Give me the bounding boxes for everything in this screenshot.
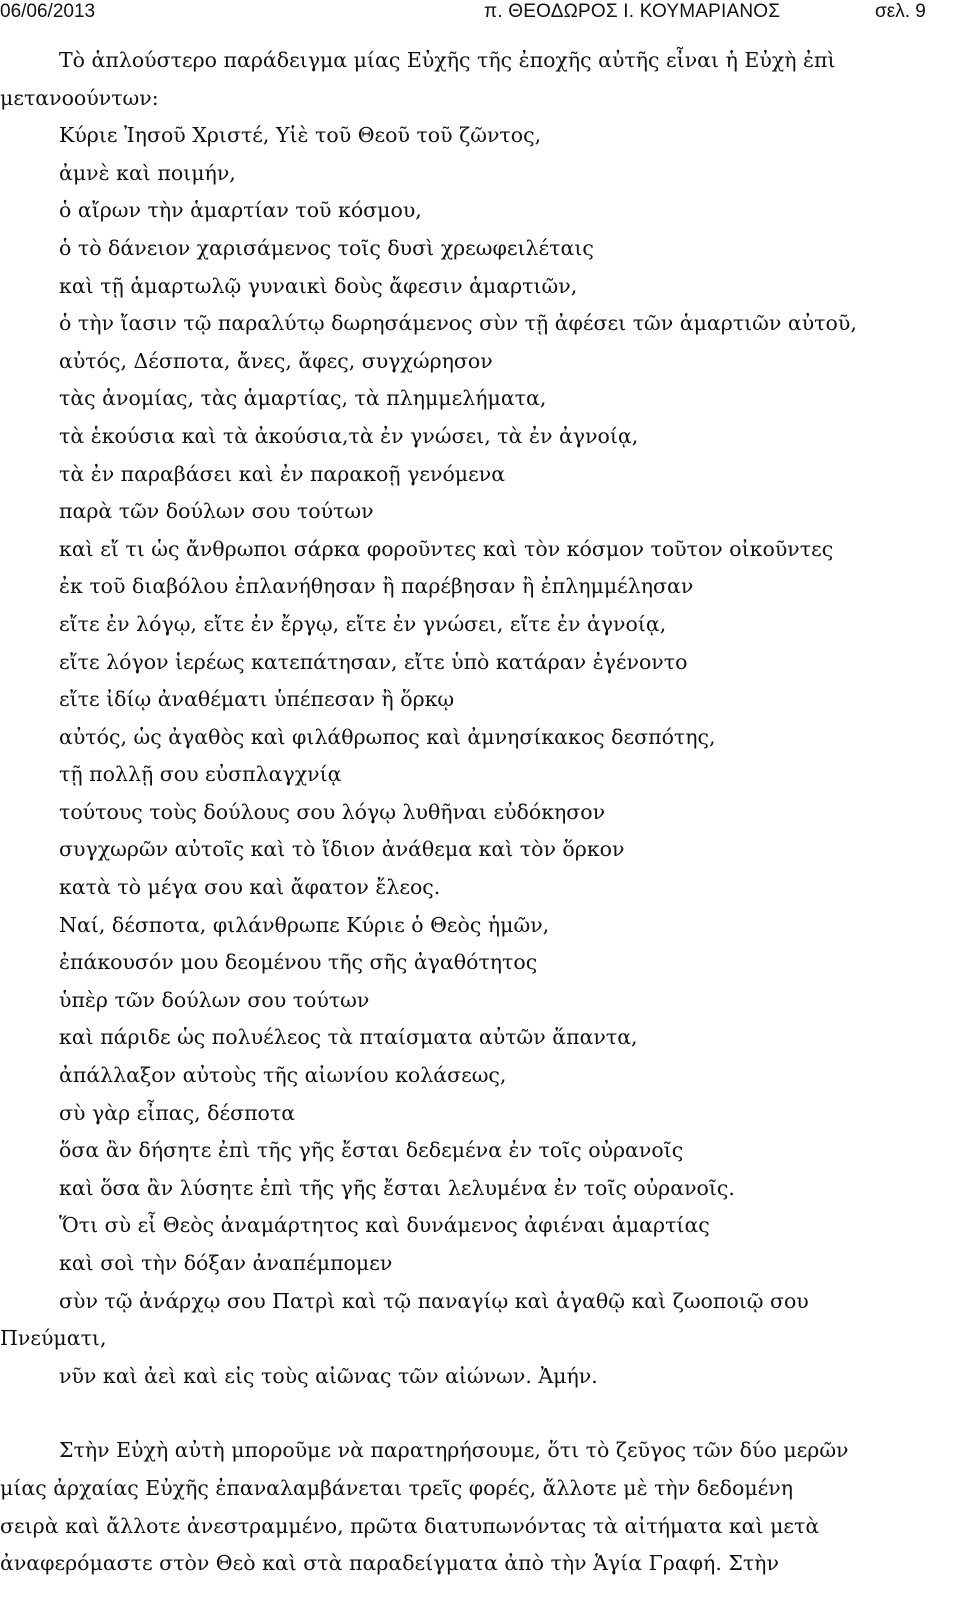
prayer-line: Κύριε Ἰησοῦ Χριστέ, Υἱὲ τοῦ Θεοῦ τοῦ ζῶντος, bbox=[59, 123, 542, 148]
prayer-line: καὶ τῇ ἁμαρτωλῷ γυναικὶ δοὺς ἄφεσιν ἁμαρτιῶν, bbox=[59, 273, 578, 298]
prayer-line: ἀμνὲ καὶ ποιμήν, bbox=[59, 160, 236, 185]
prayer-line: εἴτε ἐν λόγῳ, εἴτε ἐν ἔργῳ, εἴτε ἐν γνώσει, εἴτε ἐν ἀγνοίᾳ, bbox=[59, 611, 667, 636]
prayer-line: αὐτός, ὡς ἀγαθὸς καὶ φιλάθρωπος καὶ ἀμνησίκακος δεσπότης, bbox=[59, 724, 716, 749]
prayer-line: αὐτός, Δέσποτα, ἄνες, ἄφες, συγχώρησον bbox=[59, 348, 493, 373]
prayer-line: κατὰ τὸ μέγα σου καὶ ἄφατον ἔλεος. bbox=[59, 875, 441, 900]
prayer-line-wrap: Πνεύματι, bbox=[0, 1326, 107, 1351]
paragraph-gap bbox=[0, 1395, 960, 1432]
closing-line: σειρὰ καὶ ἄλλοτε ἀνεστραμμένο, πρῶτα διατυπωνόντας τὰ αἰτήματα καὶ μετὰ bbox=[0, 1513, 820, 1538]
prayer-line: σὺ γὰρ εἶπας, δέσποτα bbox=[59, 1100, 296, 1125]
prayer-line: νῦν καὶ ἀεὶ καὶ εἰς τοὺς αἰῶνας τῶν αἰώνων. Ἀμήν. bbox=[59, 1363, 598, 1388]
prayer-line: σὺν τῷ ἀνάρχῳ σου Πατρὶ καὶ τῷ παναγίῳ καὶ ἀγαθῷ καὶ ζωοποιῷ σου bbox=[59, 1288, 809, 1313]
intro-line: Τὸ ἁπλούστερο παράδειγμα μίας Εὐχῆς τῆς ἐποχῆς αὐτῆς εἶναι ἡ Εὐχὴ ἐπὶ bbox=[59, 48, 836, 72]
prayer-line: ἐπάκουσόν μου δεομένου τῆς σῆς ἀγαθότητος bbox=[59, 950, 538, 975]
prayer-line: τὰς ἀνομίας, τὰς ἁμαρτίας, τὰ πλημμελήματα, bbox=[59, 386, 547, 411]
prayer-line: τὰ ἐν παραβάσει καὶ ἐν παρακοῇ γενόμενα bbox=[59, 461, 506, 486]
prayer-line: παρὰ τῶν δούλων σου τούτων bbox=[59, 499, 374, 524]
prayer-line: ὁ τὴν ἴασιν τῷ παραλύτῳ δωρησάμενος σὺν τῇ ἀφέσει τῶν ἁμαρτιῶν αὐτοῦ, bbox=[59, 311, 857, 336]
closing-line: ἀναφερόμαστε στὸν Θεὸ καὶ στὰ παραδείγματα ἀπὸ τὴν Ἁγία Γραφή. Στὴν bbox=[0, 1551, 779, 1576]
prayer-line: καὶ σοὶ τὴν δόξαν ἀναπέμπομεν bbox=[59, 1251, 393, 1275]
prayer-line: ἐκ τοῦ διαβόλου ἐπλανήθησαν ἢ παρέβησαν ἢ ἐπλημμέλησαν bbox=[59, 574, 694, 599]
header-author: π. ΘΕΟΔΩΡΟΣ Ι. ΚΟΥΜΑΡΙΑΝΟΣ bbox=[484, 1, 781, 22]
prayer-line: Ναί, δέσποτα, φιλάνθρωπε Κύριε ὁ Θεὸς ἡμῶν, bbox=[59, 912, 550, 937]
prayer-line: τῇ πολλῇ σου εὐσπλαγχνίᾳ bbox=[59, 762, 342, 787]
prayer-line: ὅσα ἂν δήσητε ἐπὶ τῆς γῆς ἔσται δεδεμένα ἐν τοῖς οὐρανοῖς bbox=[59, 1138, 684, 1163]
prayer-line: ὁ τὸ δάνειον χαρισάμενος τοῖς δυσὶ χρεωφειλέταις bbox=[59, 235, 594, 260]
prayer-line: εἴτε ἰδίῳ ἀναθέματι ὑπέπεσαν ἢ ὅρκῳ bbox=[59, 687, 455, 712]
header-page-number: σελ. 9 bbox=[875, 1, 926, 22]
prayer-line: καὶ ὅσα ἂν λύσητε ἐπὶ τῆς γῆς ἔσται λελυμένα ἐν τοῖς οὐρανοῖς. bbox=[59, 1175, 735, 1200]
intro-line: μετανοούντων: bbox=[0, 85, 159, 110]
prayer-line: καὶ εἴ τι ὡς ἄνθρωποι σάρκα φοροῦντες καὶ τὸν κόσμον τοῦτον οἰκοῦντες bbox=[59, 536, 834, 561]
prayer-line: συγχωρῶν αὐτοῖς καὶ τὸ ἴδιον ἀνάθεμα καὶ τὸν ὅρκον bbox=[59, 837, 625, 862]
header-date: 06/06/2013 bbox=[0, 1, 96, 22]
document-body bbox=[0, 42, 960, 1583]
page-header bbox=[0, 0, 960, 26]
prayer-text bbox=[0, 117, 960, 1395]
prayer-line: εἴτε λόγον ἱερέως κατεπάτησαν, εἴτε ὑπὸ κατάραν ἐγένοντο bbox=[59, 649, 688, 674]
prayer-line: τὰ ἑκούσια καὶ τὰ ἀκούσια,τὰ ἐν γνώσει, τὰ ἐν ἀγνοίᾳ, bbox=[59, 423, 639, 448]
closing-paragraph bbox=[0, 1432, 960, 1582]
prayer-line: ὑπὲρ τῶν δούλων σου τούτων bbox=[59, 987, 370, 1012]
prayer-line: ἀπάλλαξον αὐτοὺς τῆς αἰωνίου κολάσεως, bbox=[59, 1063, 507, 1088]
prayer-line: τούτους τοὺς δούλους σου λόγῳ λυθῆναι εὐδόκησον bbox=[59, 799, 606, 824]
prayer-line: ὁ αἴρων τὴν ἁμαρτίαν τοῦ κόσμου, bbox=[59, 198, 422, 223]
prayer-line: Ὅτι σὺ εἶ Θεὸς ἀναμάρτητος καὶ δυνάμενος ἀφιέναι ἁμαρτίας bbox=[59, 1213, 710, 1238]
prayer-line: καὶ πάριδε ὡς πολυέλεος τὰ πταίσματα αὐτῶν ἅπαντα, bbox=[59, 1025, 638, 1050]
closing-line: Στὴν Εὐχὴ αὐτὴ μποροῦμε νὰ παρατηρήσουμε, ὅτι τὸ ζεῦγος τῶν δύο μερῶν bbox=[59, 1438, 849, 1463]
closing-line: μίας ἀρχαίας Εὐχῆς ἐπαναλαμβάνεται τρεῖς φορές, ἄλλοτε μὲ τὴν δεδομένη bbox=[0, 1475, 794, 1500]
